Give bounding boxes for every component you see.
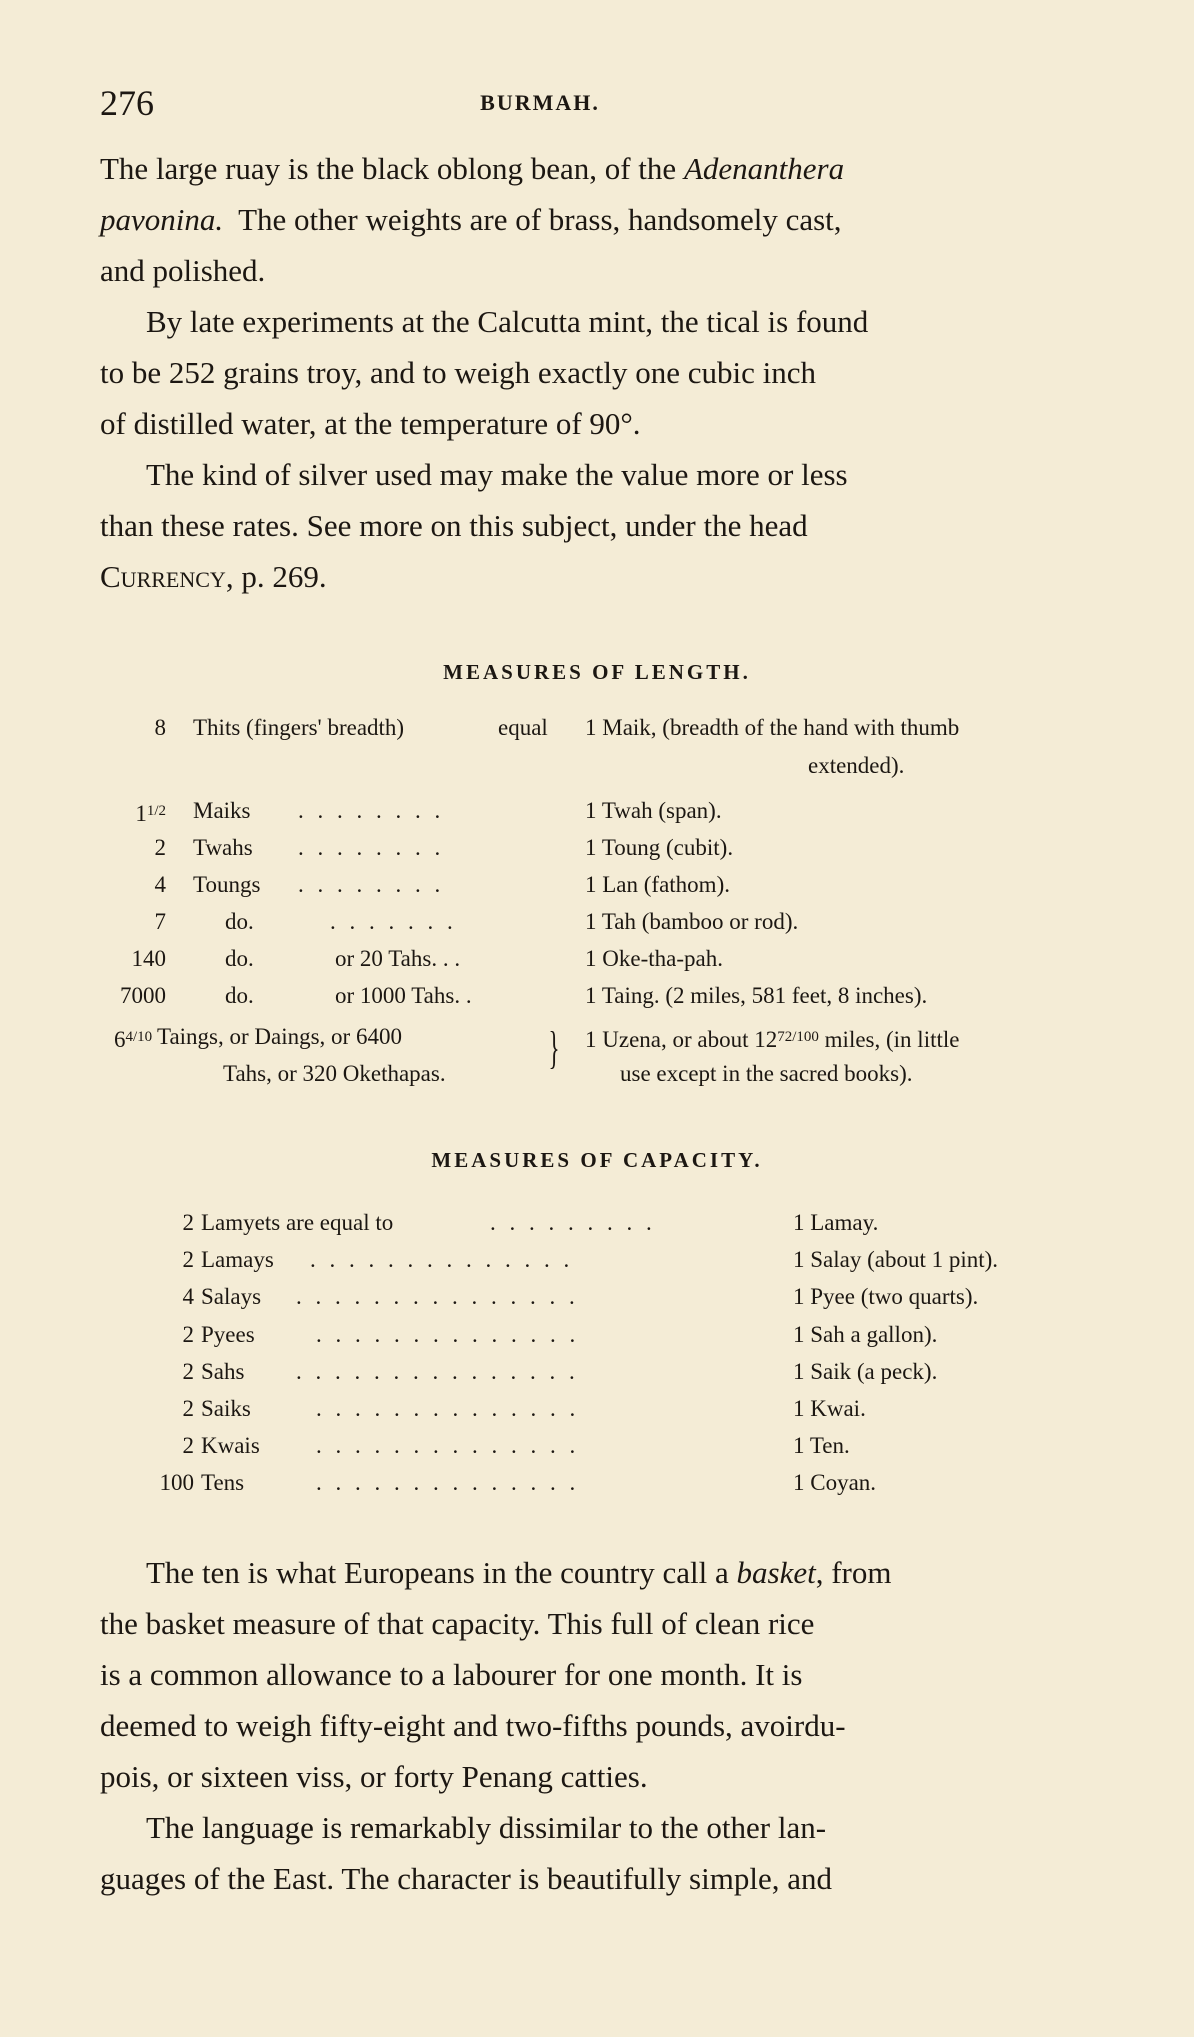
text-line: pois, or sixteen viss, or forty Penang catties.: [100, 1759, 648, 1794]
running-head: BURMAH.: [480, 90, 600, 115]
length-table-title: MEASURES OF LENGTH.: [443, 660, 751, 684]
text-line: The ten is what Europeans in the country call a basket, from: [146, 1555, 892, 1590]
paragraph-ruay: [100, 143, 1112, 296]
paragraph-silver: [100, 449, 1112, 602]
text-line: of distilled water, at the temperature of 90°.: [100, 406, 641, 441]
paragraph-language: [100, 1802, 1112, 1904]
text-line: The kind of silver used may make the value more or less: [146, 457, 848, 492]
paragraph-tical: [100, 296, 1112, 449]
text-line: pavonina. The other weights are of brass, handsomely cast,: [100, 202, 842, 237]
page-header: [100, 82, 1120, 132]
text-line: deemed to weigh fifty-eight and two-fifths pounds, avoirdu-: [100, 1708, 846, 1743]
text-line: than these rates. See more on this subject, under the head: [100, 508, 808, 543]
book-page: 276 BURMAH. The large ruay is the black oblong bean, of the Adenanthera pavonina. The other weights are of brass, handsomely cast, and polished. By late experiments at the Calcutta mint, the tical is found to be 252 grains troy, and to weigh exactly one cubic inch of distilled water, at the temperature of 90°. The kind of silver used may make the value more or less than these rates. See more on this subject, under the head Currency, p. 269. MEASURES OF LENGTH. 8 Thits (fingers' breadth) equal 1 Maik, (breadth of the hand with thumb extended). $1^{1/2}$ Maiks . . . . . . . . 1 Twah (span). 2 Twahs . . . . . . . . 1 Toung (cubit). 4 Toungs . . . . . . . . 1 Lan (fathom). 7 do. . . . . . . . 1 Tah (bamboo or rod). 140 do. or 20 Tahs. . . 1 Oke-tha-pah. 7000 do. or 1000 Tahs. . 1 Taing. (2 miles, 581 feet, 8 inches). $6^{4/10}$ Taings, or Daings, or 6400 1 Uzena, or about $12^{72/100}$ miles, (in little Tahs, or 320 Okethapas. use except in the sacred books). } MEASURES OF CAPACITY. 2 Lamyets are equal to . . . . . . . . . 1 Lamay. 2 Lamays . . . . . . . . . . . . . . 1 Salay (about 1 pint). 4 Salays . . . . . . . . . . . . . . . 1 Pyee (two quarts). 2 Pyees . . . . . . . . . . . . . . 1 Sah a gallon). 2 Sahs . . . . . . . . . . . . . . . 1 Saik (a peck). 2 Saiks . . . . . . . . . . . . . . 1 Kwai. 2 Kwais . . . . . . . . . . . . . . 1 Ten. 100 Tens . . . . . . . . . . . . . . 1 Coyan. The ten is what Europeans in the country call a basket, from the basket measure of that capacity. This full of clean rice is a common allowance to a labourer for one month. It is deemed to weigh fifty-eight and two-fifths pounds, avoirdu- pois, or sixteen viss, or forty Penang catties. The language is remarkably dissimilar to the other lan- guages of the East. The character is beautifully simple, and: [0, 0, 1194, 2037]
text-line: guages of the East. The character is beautifully simple, and: [100, 1861, 832, 1896]
text-line: to be 252 grains troy, and to weigh exactly one cubic inch: [100, 355, 816, 390]
right-brace: }: [548, 1022, 560, 1073]
text-line: The large ruay is the black oblong bean, of the Adenanthera: [100, 151, 845, 186]
text-line: and polished.: [100, 253, 266, 288]
paragraph-ten: [100, 1547, 1112, 1802]
text-line: The language is remarkably dissimilar to the other lan-: [146, 1810, 827, 1845]
page-number: 276: [100, 83, 154, 123]
text-line: By late experiments at the Calcutta mint, the tical is found: [146, 304, 869, 339]
text-line: the basket measure of that capacity. This full of clean rice: [100, 1606, 815, 1641]
text-line: Currency, p. 269.: [100, 559, 327, 594]
capacity-table-title: MEASURES OF CAPACITY.: [431, 1148, 763, 1172]
text-line: is a common allowance to a labourer for one month. It is: [100, 1657, 803, 1692]
